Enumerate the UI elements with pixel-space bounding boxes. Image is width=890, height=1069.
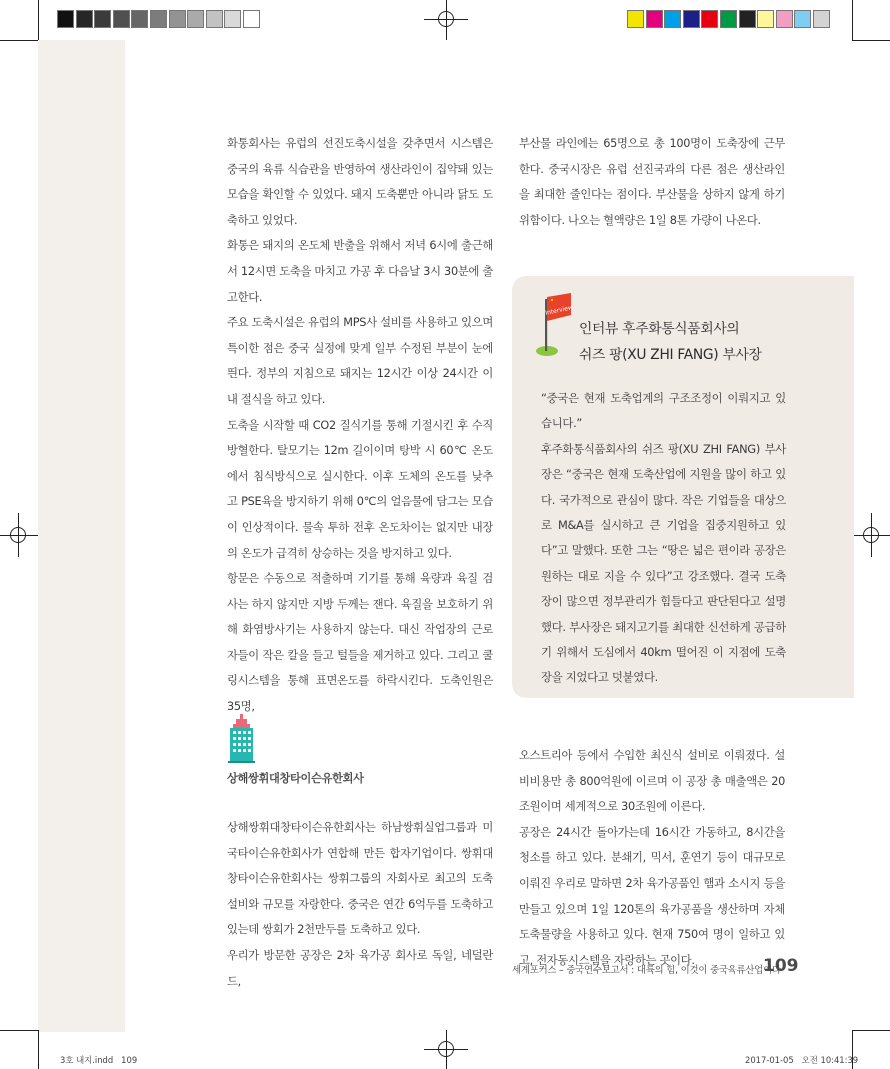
crop-mark [38, 1030, 39, 1069]
interview-title-line: 쉬즈 팡(XU ZHI FANG) 부사장 [579, 347, 762, 363]
paragraph: 우리가 방문한 공장은 2차 육가공 회사로 독일, 네덜란드, [227, 948, 493, 988]
paragraph: 상해쌍휘대창타이슨유한회사는 하남쌍휘실업그룹과 미국타이슨유한회사가 연합해 만든 합자기업이다. 쌍휘대창타이슨유한회사는 쌍휘그룹의 자회사로 최고의 도축설비와 규모를 자랑한다. 중국은 연간 6억두를 도축하고 있는데 쌍회가 2천만두를 도축하고 있다. [227, 821, 493, 937]
color-swatch [113, 10, 130, 28]
color-swatch [187, 10, 204, 28]
section-title: 상해쌍휘대창타이슨유한회사 [227, 772, 364, 785]
color-swatch [627, 10, 644, 28]
paragraph: 주요 도축시설은 유럽의 MPS사 설비를 사용하고 있으며 특이한 점은 중국 실정에 맞게 일부 수정된 부분이 눈에 띈다. 정부의 지침으로 돼지는 12시간 이상 24시간 이내 절식을 하고 있다. [227, 316, 493, 406]
crop-mark [852, 40, 890, 41]
section-right-text [519, 743, 785, 973]
color-swatch [94, 10, 111, 28]
color-swatch [169, 10, 186, 28]
page-number: 109 [763, 956, 799, 976]
color-swatch [664, 10, 681, 28]
interview-body [541, 386, 786, 691]
color-swatch [57, 10, 74, 28]
paragraph: 화통회사는 유럽의 선진도축시설을 갖추면서 시스템은 중국의 육류 식습관을 반영하여 생산라인이 집약돼 있는 모습을 확인할 수 있었다. 돼지 도축뿐만 아니라 닭도 도축하고 있었다. [227, 137, 493, 227]
svg-text:Interview: Interview [544, 304, 573, 317]
paragraph: 부산물 라인에는 65명으로 총 100명이 도축장에 근무한다. 중국시장은 유럽 선진국과의 다른 점은 생산라인을 최대한 줄인다는 점이다. 부산물을 상하지 않게 하기 위함이다. 나오는 혈액량은 1일 8톤 가량이 나온다. [519, 137, 785, 227]
paragraph: 공장은 24시간 돌아가는데 16시간 가동하고, 8시간을 청소를 하고 있다. 분쇄기, 믹서, 훈연기 등이 대규모로 이뤄진 우리로 말하면 2차 육가공품인 햄과 소시지 등을 만들고 있으며 1일 120톤의 육가공품을 생산하며 자체 도축물량을 사용하고 있다. 현재 750여 명이 일하고 있고, 전자동시스템을 자랑하는 곳이다. [519, 825, 785, 967]
building-icon [228, 714, 258, 764]
section-left-text [227, 815, 493, 994]
interview-flag-icon [533, 291, 573, 361]
color-swatch [720, 10, 737, 28]
color-swatch [813, 10, 830, 28]
color-swatch [243, 10, 260, 28]
color-swatch [683, 10, 700, 28]
crop-mark [38, 0, 39, 40]
crop-mark [852, 0, 853, 40]
side-band [38, 40, 125, 1032]
color-swatch [739, 10, 756, 28]
color-swatch [150, 10, 167, 28]
crop-mark [852, 1030, 890, 1031]
color-swatch [131, 10, 148, 28]
color-swatch [76, 10, 93, 28]
right-column-text [519, 131, 785, 233]
paragraph: “중국은 현재 도축업계의 구조조정이 이뤄지고 있습니다.” [541, 391, 786, 431]
paragraph: 후주화통식품회사의 쉬즈 팡(XU ZHI FANG) 부사장은 “중국은 현재 도축산업에 지원을 많이 하고 있다. 국가적으로 관심이 많다. 작은 기업들을 대상으로 M&A를 실시하고 큰 기업을 집중지원하고 있다”고 말했다. 또한 그는 “땅은 넓은 편이라 공장은 원하는 대로 지을 수 있다”고 강조했다. 결국 도축장이 많으면 정부관리가 힘들다고 판단된다고 설명했다. 부사장은 돼지고기를 최대한 신선하게 공급하기 위해서 도심에서 40km 떨어진 이 지점에 도축장을 지었다고 덧붙였다. [541, 441, 786, 685]
paragraph: 도축을 시작할 때 CO2 질식기를 통해 기절시킨 후 수직방혈한다. 탈모기는 12m 길이이며 탕박 시 60℃ 온도에서 침식방식으로 실시한다. 이후 도체의 온도를 낮추고 PSE육을 방지하기 위해 0℃의 얼음물에 담그는 모습이 인상적이다. 물속 투하 전후 온도차이는 없지만 내장의 온도가 급격히 상승하는 것을 방지하고 있다. [227, 418, 493, 560]
crop-mark [0, 1030, 38, 1031]
color-swatch [701, 10, 718, 28]
paragraph: 오스트리아 등에서 수입한 최신식 설비로 이뤄졌다. 설비비용만 총 800억원에 이르며 이 공장 총 매출액은 20조원이며 세계적으로 30조원에 이른다. [519, 749, 785, 814]
slug-timestamp: 2017-01-05 오전 10:41:39 [745, 1055, 859, 1065]
color-swatch [776, 10, 793, 28]
interview-title-line: 인터뷰 후주화통식품회사의 [579, 321, 740, 337]
paragraph: 항문은 수동으로 적출하며 기기를 통해 육량과 육질 검사는 하지 않지만 지방 두께는 잰다. 육질을 보호하기 위해 화염방사기는 사용하지 않는다. 대신 작업장의 근로자들이 작은 칼을 들고 털들을 제거하고 있다. 그리고 쿨링시스템을 통해 표면온도를 하락시킨다. 도축인원은 35명, [227, 572, 493, 714]
color-swatch [646, 10, 663, 28]
running-head: 세계포커스 – 중국연수보고서 : 대륙의 힘, 이것이 중국육류산업이다 [512, 965, 781, 976]
crop-mark [0, 40, 38, 41]
left-column-text [227, 131, 493, 720]
color-swatch [206, 10, 223, 28]
slug-filename: 3호 내지.indd 109 [60, 1055, 138, 1065]
color-swatch [224, 10, 241, 28]
interview-title [579, 316, 762, 368]
color-swatch [794, 10, 811, 28]
color-swatch [757, 10, 774, 28]
paragraph: 화통은 돼지의 온도체 반출을 위해서 저녁 6시에 출근해서 12시면 도축을 마치고 가공 후 다음날 3시 30분에 출고한다. [227, 239, 493, 304]
